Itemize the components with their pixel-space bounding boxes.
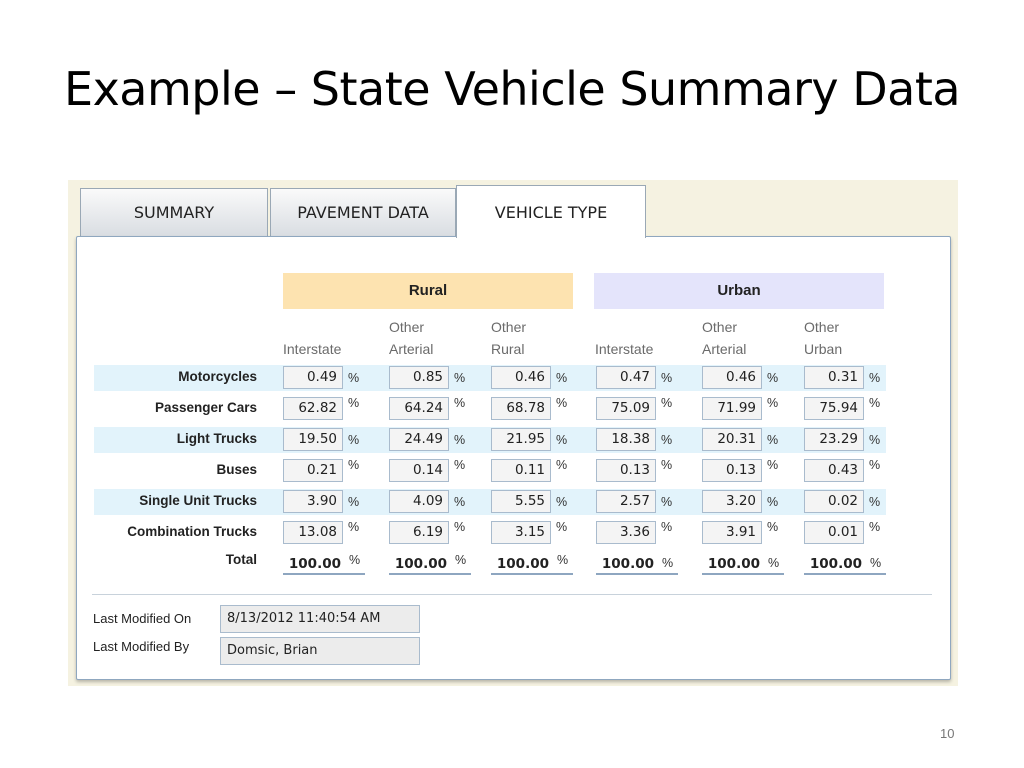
percent-unit: %	[869, 458, 881, 472]
total-value: 100.00	[394, 556, 447, 572]
value-cell[interactable]: 24.49	[389, 428, 449, 451]
value-cell[interactable]: 0.43	[804, 459, 864, 482]
value-cell[interactable]: 0.11	[491, 459, 551, 482]
percent-unit: %	[661, 520, 673, 534]
percent-unit: %	[556, 520, 568, 534]
value-cell[interactable]: 6.19	[389, 521, 449, 544]
percent-unit: %	[557, 553, 569, 567]
page-number: 10	[940, 726, 955, 741]
percent-unit: %	[767, 433, 779, 447]
row-label: Single Unit Trucks	[139, 493, 257, 508]
value-cell[interactable]: 0.01	[804, 521, 864, 544]
value-cell[interactable]: 0.13	[702, 459, 762, 482]
tab-pavement-data[interactable]: PAVEMENT DATA	[270, 188, 456, 236]
percent-unit: %	[556, 371, 568, 385]
percent-unit: %	[455, 553, 467, 567]
percent-unit: %	[869, 433, 881, 447]
row-label: Buses	[216, 462, 257, 477]
total-value: 100.00	[288, 556, 341, 572]
percent-unit: %	[454, 433, 466, 447]
percent-unit: %	[661, 396, 673, 410]
percent-unit: %	[556, 433, 568, 447]
percent-unit: %	[348, 458, 360, 472]
row-label: Passenger Cars	[154, 400, 257, 415]
column-header-line2: Interstate	[595, 341, 654, 357]
percent-unit: %	[348, 520, 360, 534]
value-cell[interactable]: 0.31	[804, 366, 864, 389]
percent-unit: %	[348, 495, 360, 509]
percent-unit: %	[348, 396, 360, 410]
value-cell[interactable]: 3.20	[702, 490, 762, 513]
value-cell[interactable]: 0.47	[596, 366, 656, 389]
last-modified-by-field[interactable]: Domsic, Brian	[220, 637, 420, 665]
row-label: Motorcycles	[178, 369, 257, 384]
value-cell[interactable]: 3.15	[491, 521, 551, 544]
row-label: Light Trucks	[176, 431, 257, 446]
total-label: Total	[225, 552, 257, 567]
value-cell[interactable]: 64.24	[389, 397, 449, 420]
value-cell[interactable]: 4.09	[389, 490, 449, 513]
group-header-rural: Rural	[283, 273, 573, 309]
percent-unit: %	[661, 495, 673, 509]
percent-unit: %	[661, 433, 673, 447]
value-cell[interactable]: 62.82	[283, 397, 343, 420]
row-label: Combination Trucks	[127, 524, 257, 539]
percent-unit: %	[767, 520, 779, 534]
value-cell[interactable]: 2.57	[596, 490, 656, 513]
value-cell[interactable]: 21.95	[491, 428, 551, 451]
value-cell[interactable]: 75.09	[596, 397, 656, 420]
percent-unit: %	[662, 556, 674, 570]
last-modified-on-label: Last Modified On	[93, 611, 192, 626]
value-cell[interactable]: 23.29	[804, 428, 864, 451]
slide-title: Example – State Vehicle Summary Data	[64, 62, 961, 116]
percent-unit: %	[869, 520, 881, 534]
column-header-line1: Other	[702, 319, 738, 335]
value-cell[interactable]: 0.85	[389, 366, 449, 389]
percent-unit: %	[348, 371, 360, 385]
value-cell[interactable]: 5.55	[491, 490, 551, 513]
percent-unit: %	[767, 458, 779, 472]
percent-unit: %	[869, 495, 881, 509]
total-value: 100.00	[601, 556, 654, 572]
total-value: 100.00	[496, 556, 549, 572]
percent-unit: %	[454, 396, 466, 410]
column-header-line2: Arterial	[702, 341, 747, 357]
value-cell[interactable]: 3.36	[596, 521, 656, 544]
tab-summary[interactable]: SUMMARY	[80, 188, 268, 236]
column-header-line1: Other	[389, 319, 425, 335]
percent-unit: %	[870, 556, 882, 570]
tab-vehicle-type[interactable]: VEHICLE TYPE	[456, 185, 646, 238]
value-cell[interactable]: 0.46	[702, 366, 762, 389]
group-header-urban: Urban	[594, 273, 884, 309]
percent-unit: %	[869, 396, 881, 410]
last-modified-on-field[interactable]: 8/13/2012 11:40:54 AM	[220, 605, 420, 633]
value-cell[interactable]: 68.78	[491, 397, 551, 420]
value-cell[interactable]: 71.99	[702, 397, 762, 420]
value-cell[interactable]: 13.08	[283, 521, 343, 544]
percent-unit: %	[556, 396, 568, 410]
percent-unit: %	[454, 495, 466, 509]
value-cell[interactable]: 0.02	[804, 490, 864, 513]
column-header-line2: Interstate	[283, 341, 342, 357]
value-cell[interactable]: 0.13	[596, 459, 656, 482]
divider	[92, 594, 932, 595]
percent-unit: %	[454, 371, 466, 385]
percent-unit: %	[556, 495, 568, 509]
percent-unit: %	[556, 458, 568, 472]
column-header-line2: Rural	[491, 341, 525, 357]
column-header-line1: Other	[804, 319, 840, 335]
percent-unit: %	[767, 396, 779, 410]
total-value: 100.00	[809, 556, 862, 572]
percent-unit: %	[661, 458, 673, 472]
value-cell[interactable]: 19.50	[283, 428, 343, 451]
percent-unit: %	[454, 520, 466, 534]
value-cell[interactable]: 75.94	[804, 397, 864, 420]
value-cell[interactable]: 20.31	[702, 428, 762, 451]
percent-unit: %	[767, 495, 779, 509]
percent-unit: %	[768, 556, 780, 570]
percent-unit: %	[348, 433, 360, 447]
last-modified-by-label: Last Modified By	[93, 639, 190, 654]
percent-unit: %	[349, 553, 361, 567]
value-cell[interactable]: 0.21	[283, 459, 343, 482]
percent-unit: %	[869, 371, 881, 385]
column-header-line1: Other	[491, 319, 527, 335]
value-cell[interactable]: 18.38	[596, 428, 656, 451]
value-cell[interactable]: 3.90	[283, 490, 343, 513]
column-header-line2: Urban	[804, 341, 843, 357]
column-header-line2: Arterial	[389, 341, 434, 357]
percent-unit: %	[454, 458, 466, 472]
percent-unit: %	[661, 371, 673, 385]
value-cell[interactable]: 3.91	[702, 521, 762, 544]
value-cell[interactable]: 0.49	[283, 366, 343, 389]
total-value: 100.00	[707, 556, 760, 572]
value-cell[interactable]: 0.46	[491, 366, 551, 389]
percent-unit: %	[767, 371, 779, 385]
value-cell[interactable]: 0.14	[389, 459, 449, 482]
